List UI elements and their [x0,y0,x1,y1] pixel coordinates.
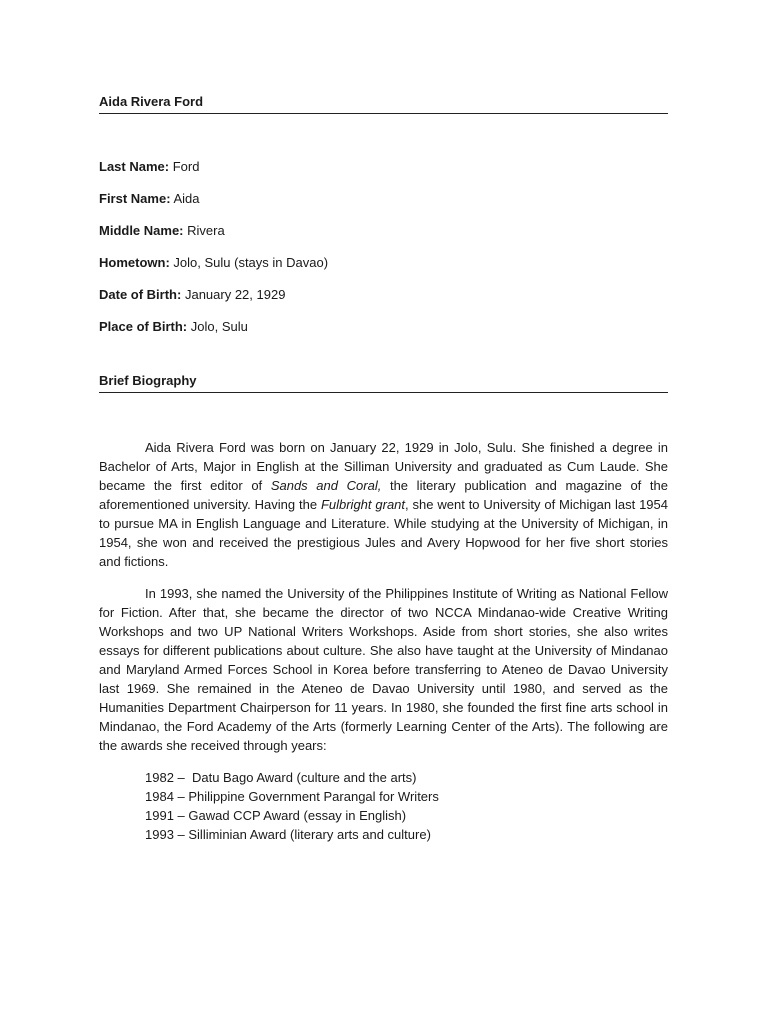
personal-info [99,159,668,351]
field-label: Middle Name: [99,223,184,238]
award-item: 1993 – Silliminian Award (literary arts and culture) [145,827,431,842]
field-hometown [99,255,668,287]
field-value: Jolo, Sulu [190,319,248,334]
field-first-name [99,191,668,223]
biography-paragraph-1 [99,438,668,571]
field-last-name [99,159,668,191]
field-date-of-birth [99,287,668,319]
field-label: Last Name: [99,159,170,174]
field-place-of-birth [99,319,668,351]
biography-paragraph-2: In 1993, she named the University of the Philippines Institute of Writing as National Fellow for Fiction. After that, she became the director of two NCCA Mindanao-wide Creative Writing Workshops and two UP National Writers Workshops. Aside from short stories, she also writes essays for different publications about culture. She also have taught at the University of Mindanao and Maryland Armed Forces School in Korea before transferring to Ateneo de Davao University last 1969. She remained in the Ateneo de Davao University until 1980, and served as the Humanities Department Chairperson for 11 years. In 1980, she founded the first fine arts school in Mindanao, the Ford Academy of the Arts (formerly Learning Center of the Arts). The following are the awards she received through years: [99,586,668,753]
field-value: Ford [172,159,200,174]
biography-heading: Brief Biography [99,373,668,393]
field-value: Aida [173,191,200,206]
para1-text-3: , she went to University of Michigan last 1954 to pursue MA in English Language and Literature. While studying at the University of Michigan, in 1954, she won and received the prestigious Jules and Avery Hopwood for her five short stories and fictions. [99,497,668,569]
para1-title-sands-and-coral: Sands and Coral, [270,478,382,493]
award-item: 1984 – Philippine Government Parangal for Writers [145,789,439,804]
field-label: First Name: [99,191,171,206]
para1-text-2: the literary publication and magazine of the aforementioned university. Having the [99,478,668,512]
biography-body [99,438,668,844]
para1-text-1: Aida Rivera Ford was born on January 22, 1929 in Jolo, Sulu. She finished a degree in Bachelor of Arts, Major in English at the Silliman University and graduated as Cum Laude. She became the first editor of [99,440,668,493]
field-value: Jolo, Sulu (stays in Davao) [173,255,329,270]
page-title: Aida Rivera Ford [99,94,668,114]
field-middle-name [99,223,668,255]
field-label: Hometown: [99,255,170,270]
field-value: Rivera [187,223,225,238]
field-value: January 22, 1929 [184,287,286,302]
document-content [99,94,668,844]
award-item: 1982 – Datu Bago Award (culture and the arts) [145,770,417,785]
field-label: Date of Birth: [99,287,182,302]
para1-fulbright-grant: Fulbright grant [320,497,406,512]
award-item: 1991 – Gawad CCP Award (essay in English) [145,808,407,823]
field-label: Place of Birth: [99,319,188,334]
awards-list [99,768,668,844]
